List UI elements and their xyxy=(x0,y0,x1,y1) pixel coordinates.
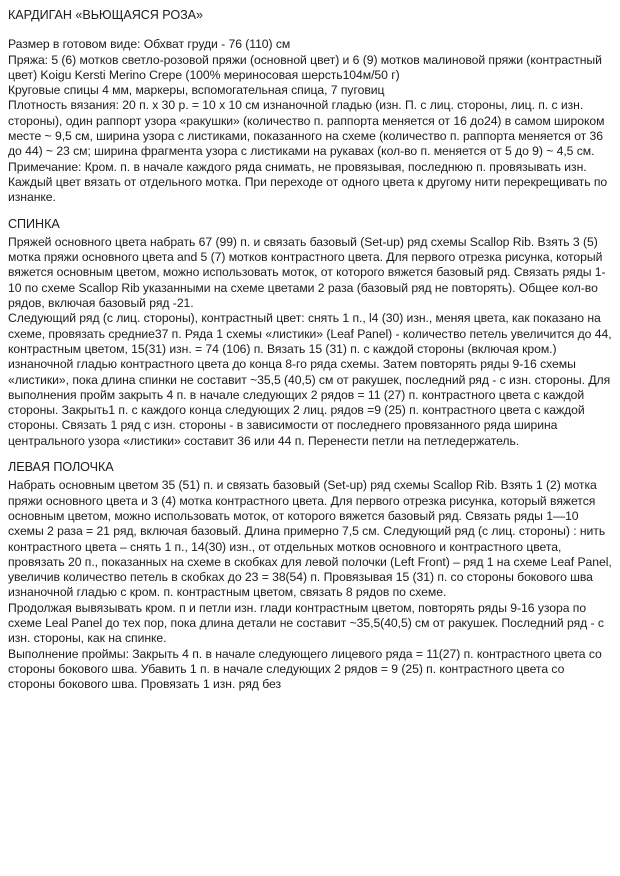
document-page xyxy=(8,8,612,692)
size-line: Размер в готовом виде: Обхват груди - 76 (110) см xyxy=(8,37,291,52)
section-paragraph: Набрать основным цветом 35 (51) п. и связать базовый (Set-up) ряд схемы Scallop Rib. Взять 1 (2) мотка пряжи основного цвета и 3 (4) мотка контрастного цвета. Для первого отрезка рисунка, который вяжется основным цветом, можно использовать моток, от которого вяжется базовый ряд. Связать ряды 1—10 схемы 2 раза = 21 ряд, включая базовый. Длина примерно 7,5 см. Следующий ряд (с лиц. стороны) : нить контрастного цвета – снять 1 п., 14(30) изн., от отдельных мотков основного и контрастного цвета, провязать 20 п., показанных на схеме в скобках для левой полочки (Left Front) – ряд 1 на схеме Leaf Panel, увеличив количество петель в скобках до 23 = 38(54) п. Провязывая 15 (31) п. со стороны бокового шва изнаночной гладью с кром. п. контрастным цветом, связать 8 рядов по схеме. xyxy=(8,478,612,600)
document-title: КАРДИГАН «ВЬЮЩАЯСЯ РОЗА» xyxy=(8,8,203,22)
yarn-line: Пряжа: 5 (6) мотков светло-розовой пряжи (основной цвет) и 6 (9) мотков малиновой пряжи (контрастный цвет) Koigu Kersti Merino Crepe (100% мериносовая шерсть104м/50 г) xyxy=(8,52,602,82)
section-heading: СПИНКА xyxy=(8,216,60,231)
gauge-paragraph: Плотность вязания: 20 п. х 30 р. = 10 х 10 см изнаночной гладью (изн. П. с лиц. стороны, лиц. п. с изн. стороны), один раппорт узора «ракушки» (количество п. раппорта меняется от 16 до24) в самом широком месте ~ 9,5 см, ширина узора с листиками, показанного на схеме (количество п. раппорта меняется от 36 до 44) ~ 23 см; ширина фрагмента узора с листиками на рукавах (кол-во п. меняется от 5 до 9) ~ 4,5 см. xyxy=(8,98,605,159)
section-paragraph: Пряжей основного цвета набрать 67 (99) п. и связать базовый (Set-up) ряд схемы Scallop Rib. Взять 3 (5) мотка пряжи основного цвета and 5 (7) мотков контрастного цвета. Для первого отрезка рисунка, который вяжется основным цветом, можно использовать моток, от которого вяжется базовый ряд. Связать ряды 1-10 по схеме Scallop Rib указанными на схеме цветами 2 раза (базовый ряд не повторять). Общее кол-во рядов, включая базовый ряд -21. xyxy=(8,234,606,311)
section-heading: ЛЕВАЯ ПОЛОЧКА xyxy=(8,460,114,475)
note-paragraph: Примечание: Кром. п. в начале каждого ряда снимать, не провязывая, последнюю п. провязывать изн. xyxy=(8,159,587,174)
section-left-front xyxy=(8,460,612,692)
needles-line: Круговые спицы 4 мм, маркеры, вспомогательная спица, 7 пуговиц xyxy=(8,83,385,98)
section-back xyxy=(8,217,612,449)
section-paragraph: Продолжая вывязывать кром. п и петли изн. глади контрастным цветом, повторять ряды 9-16 узора по схеме Leal Panel до тех пор, пока длина детали не составит ~35,5(40,5) см от ракушек. Последний ряд - с изн. стороны, как на спинке. xyxy=(8,600,604,646)
section-paragraph: Выполнение проймы: Закрыть 4 п. в начале следующего лицевого ряда = 11(27) п. контрастного цвета со стороны бокового шва. Убавить 1 п. в начале следующих 2 рядов = 9 (25) п. контрастного цвета со стороны бокового шва. Провязать 1 изн. ряд без xyxy=(8,646,602,692)
section-paragraph: Следующий ряд (с лиц. стороны), контрастный цвет: снять 1 п., l4 (30) изн., меняя цвета, как показано на схеме, провязать средние37 п. Ряда 1 схемы «листики» (Leaf Panel) - количество петель увеличится до 44, контрастным цветом, 15(31) изн. = 74 (106) п. Вязать 15 (31) п. с каждой стороны (включая кром.) изнаночной гладью контрастного цвета до конца 8-го ряда схемы. Затем повторять ряды 9-16 схемы «листики», пока длина спинки не составит ~35,5 (40,5) см от ракушек, последний ряд - с изн. стороны. Для выполнения пройм закрыть 4 п. в начале следующих 2 рядов = 11 (27) п. контрастного цвета с каждой стороны. Закрыть1 п. с каждого конца следующих 2 лиц. рядов =9 (25) п. контрастного цвета с каждой стороны. Связать 1 ряд с изн. стороны - в зависимости от последнего провязанного ряда ширина центрального узора «листики» составит 36 или 44 п. Перенести петли на петледержатель. xyxy=(8,311,612,448)
color-change-paragraph: Каждый цвет вязать от отдельного мотка. При переходе от одного цвета к другому нити перекрещивать по изнанке. xyxy=(8,174,608,205)
intro-block xyxy=(8,37,612,205)
